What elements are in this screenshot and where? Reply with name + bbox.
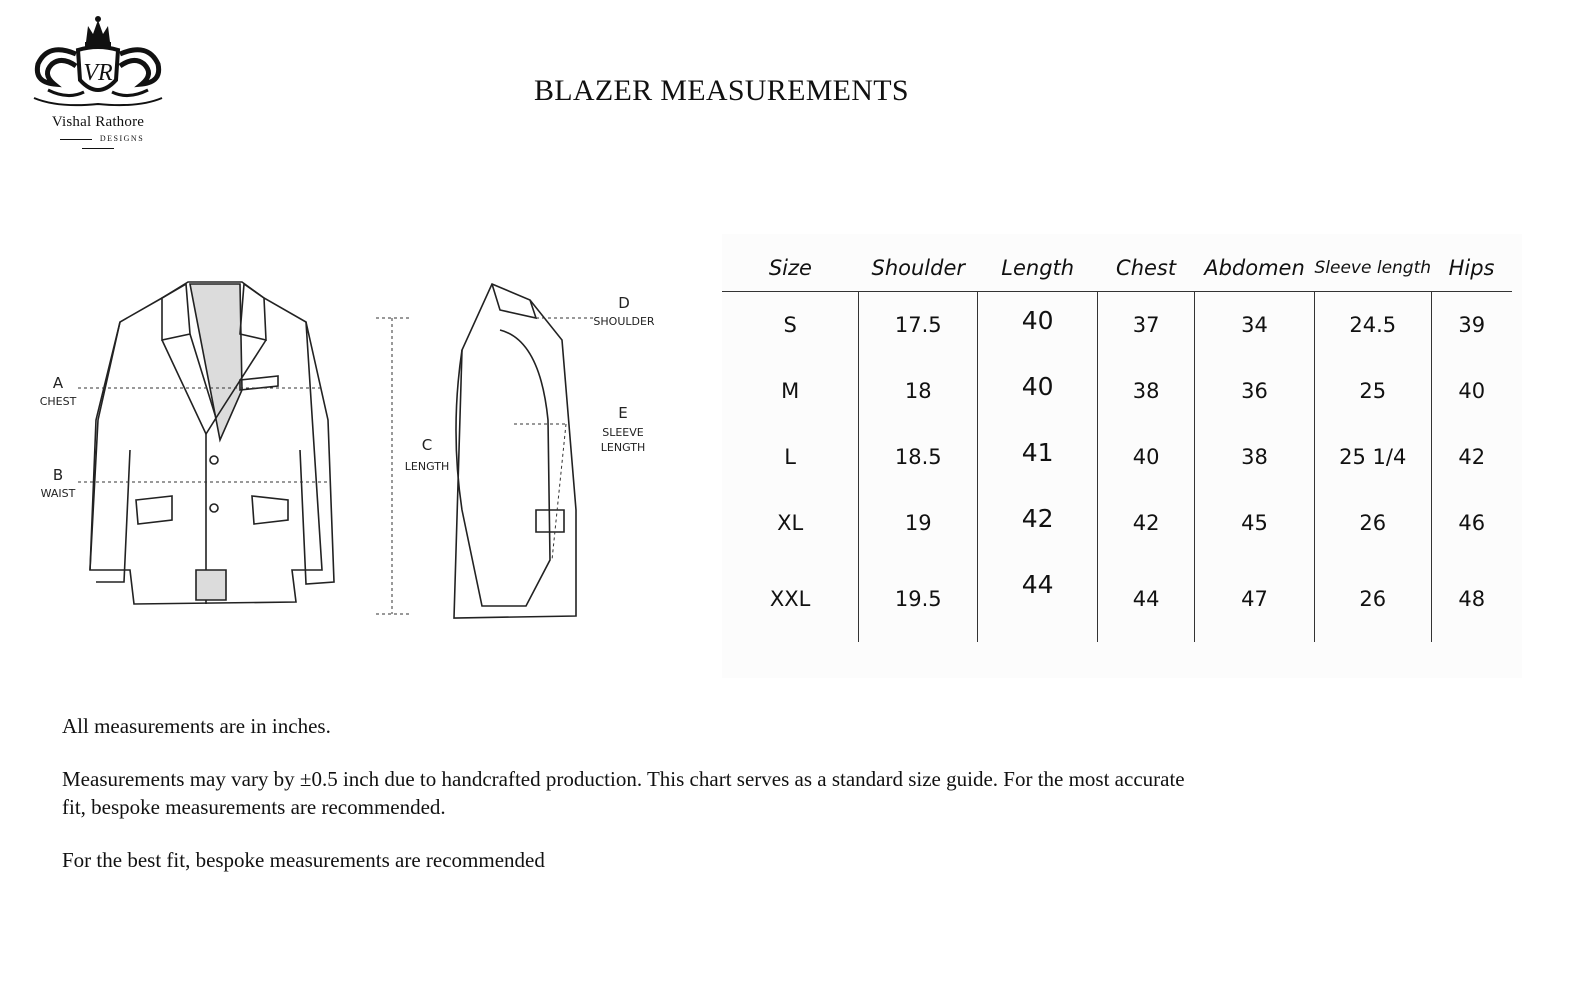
cell-abdomen: 45: [1195, 490, 1315, 556]
cell-size: M: [781, 379, 800, 403]
page-title: BLAZER MEASUREMENTS: [534, 74, 909, 107]
table-header-row: [722, 244, 1512, 292]
cell-sleeve-length: 26: [1314, 490, 1431, 556]
table-row: [722, 292, 1512, 359]
notes: [62, 712, 1202, 899]
header-size: Size: [722, 244, 859, 292]
cell-size: S: [783, 313, 797, 337]
cell-shoulder: 19: [859, 490, 978, 556]
side-view-body: [454, 284, 576, 618]
table-row: [722, 358, 1512, 424]
cell-length: 40: [978, 292, 1098, 359]
label-a-text: CHEST: [39, 395, 77, 408]
cell-size: XL: [777, 511, 804, 535]
cell-shoulder: 18: [859, 358, 978, 424]
cell-hips: 48: [1431, 556, 1512, 642]
cell-length: 41: [978, 424, 1098, 490]
table-row: [722, 556, 1512, 642]
cell-sleeve-length: 24.5: [1314, 292, 1431, 359]
cell-length: 42: [978, 490, 1098, 556]
note-bespoke: For the best fit, bespoke measurements are recommended: [62, 848, 545, 872]
cell-sleeve-length: 25 1/4: [1314, 424, 1431, 490]
header-abdomen: Abdomen: [1195, 244, 1315, 292]
cell-size: XXL: [769, 587, 811, 611]
cell-shoulder: 18.5: [859, 424, 978, 490]
size-table-panel: [722, 234, 1522, 678]
cell-chest: 42: [1098, 490, 1195, 556]
label-e-text-2: LENGTH: [600, 441, 646, 454]
cell-chest: 40: [1098, 424, 1195, 490]
note-variance: Measurements may vary by ±0.5 inch due to handcrafted production. This chart serves as a standard size guide. For the most accurate fit, bespoke measurements are recommended.: [62, 767, 1185, 819]
label-e-letter: E: [618, 404, 628, 422]
cell-abdomen: 38: [1195, 424, 1315, 490]
cell-hips: 39: [1431, 292, 1512, 359]
label-d-text: SHOULDER: [593, 315, 655, 328]
label-c-text: LENGTH: [404, 460, 450, 473]
cell-chest: 37: [1098, 292, 1195, 359]
cell-sleeve-length: 26: [1314, 556, 1431, 642]
cell-hips: 46: [1431, 490, 1512, 556]
table-row: [722, 424, 1512, 490]
label-e-text-1: SLEEVE: [602, 426, 644, 439]
brand-tagline: DESIGNS: [28, 134, 168, 152]
label-b-letter: B: [52, 466, 64, 484]
header-sleeve-length: Sleeve length: [1314, 244, 1431, 292]
header-shoulder: Shoulder: [859, 244, 978, 292]
note-units: All measurements are in inches.: [62, 714, 331, 738]
header-length: Length: [978, 244, 1098, 292]
cell-size: L: [784, 445, 796, 469]
cell-abdomen: 36: [1195, 358, 1315, 424]
header-chest: Chest: [1098, 244, 1195, 292]
front-view-hem-lining: [196, 570, 226, 600]
cell-hips: 40: [1431, 358, 1512, 424]
table-row: [722, 490, 1512, 556]
size-table: [722, 244, 1512, 642]
label-b-text: WAIST: [40, 487, 76, 500]
cell-shoulder: 19.5: [859, 556, 978, 642]
cell-shoulder: 17.5: [859, 292, 978, 359]
label-a-letter: A: [52, 374, 64, 392]
blazer-illustration: [30, 270, 680, 640]
cell-abdomen: 34: [1195, 292, 1315, 359]
brand-name: Vishal Rathore: [51, 114, 145, 130]
cell-length: 40: [978, 358, 1098, 424]
label-d-letter: D: [618, 294, 630, 312]
cell-length: 44: [978, 556, 1098, 642]
cell-chest: 44: [1098, 556, 1195, 642]
label-c-letter: C: [421, 436, 433, 454]
svg-text:VR: VR: [83, 60, 113, 86]
cell-hips: 42: [1431, 424, 1512, 490]
cell-chest: 38: [1098, 358, 1195, 424]
blazer-diagram: [30, 270, 680, 640]
brand-logo: [28, 14, 168, 150]
cell-sleeve-length: 25: [1314, 358, 1431, 424]
header-hips: Hips: [1431, 244, 1512, 292]
crest-icon: [28, 14, 168, 114]
cell-abdomen: 47: [1195, 556, 1315, 642]
